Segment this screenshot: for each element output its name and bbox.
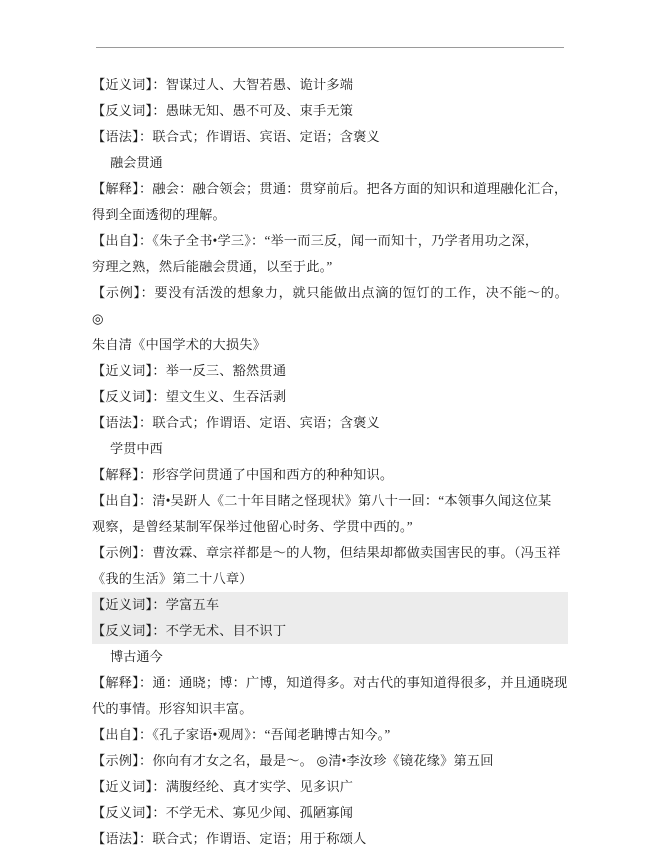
idiom-field-line: 朱自清《中国学术的大损失》 <box>92 337 267 352</box>
idiom-field-line: 【示例】：要没有活泼的想象力，就只能做出点滴的饾饤的工作，决不能～的。 ◎ <box>92 285 572 326</box>
idiom-field-line: 【示例】：曹汝霖、章宗祥都是～的人物，但结果却都做卖国害民的事。（冯玉祥 <box>92 545 561 560</box>
idiom-entry-title: 博古通今 <box>110 649 163 664</box>
header-rule <box>96 47 564 48</box>
idiom-field-line: 【示例】：你向有才女之名，最是～。 ◎清•李汝珍《镜花缘》第五回 <box>92 753 494 768</box>
idiom-field-line: 【出自】：《朱子全书•学三》：“举一而三反，闻一而知十，乃学者用功之深， <box>92 233 539 248</box>
idiom-field-line: 穷理之熟，然后能融会贯通，以至于此。” <box>92 259 333 274</box>
idiom-entry-title: 融会贯通 <box>110 155 163 170</box>
idiom-field-line: 得到全面透彻的理解。 <box>92 207 226 222</box>
idiom-entry-title: 学贯中西 <box>110 441 163 456</box>
document-body <box>92 72 572 852</box>
idiom-field-line: 【反义词】：不学无术、目不识丁 <box>92 618 568 644</box>
idiom-field-line: 【解释】：融会：融合领会；贯通：贯穿前后。把各方面的知识和道理融化汇合， <box>92 181 568 196</box>
idiom-field-line: 【解释】：通：通晓；博：广博，知道得多。对古代的事知道得很多，并且通晓现 <box>92 675 568 690</box>
idiom-field-line: 【反义词】：愚昧无知、愚不可及、束手无策 <box>92 103 354 118</box>
idiom-field-line: 【近义词】：学富五车 <box>92 592 568 618</box>
idiom-field-line: 【解释】：形容学问贯通了中国和西方的种种知识。 <box>92 467 394 482</box>
idiom-field-line: 【出自】：清•吴趼人《二十年目睹之怪现状》第八十一回：“本领事久闻这位某 <box>92 493 552 508</box>
idiom-field-line: 代的事情。形容知识丰富。 <box>92 701 253 716</box>
idiom-field-line: 【语法】：联合式；作谓语、定语；用于称颂人 <box>92 831 367 846</box>
idiom-field-line: 【反义词】：不学无术、寡见少闻、孤陋寡闻 <box>92 805 354 820</box>
idiom-field-line: 【语法】：联合式；作谓语、宾语、定语；含褒义 <box>92 129 380 144</box>
idiom-field-line: 观察，是曾经某制军保举过他留心时务、学贯中西的。” <box>92 519 413 534</box>
idiom-field-line: 【近义词】：满腹经纶、真才实学、见多识广 <box>92 779 354 794</box>
idiom-field-line: 【反义词】：望文生义、生吞活剥 <box>92 389 287 404</box>
idiom-field-line: 《我的生活》第二十八章） <box>92 571 253 586</box>
idiom-field-line: 【出自】：《孔子家语•观周》：“吾闻老聃博古知今。” <box>92 727 391 742</box>
idiom-field-line: 【近义词】：举一反三、豁然贯通 <box>92 363 287 378</box>
idiom-field-line: 【语法】：联合式；作谓语、定语、宾语；含褒义 <box>92 415 380 430</box>
idiom-field-line: 【近义词】：智谋过人、大智若愚、诡计多端 <box>92 77 354 92</box>
